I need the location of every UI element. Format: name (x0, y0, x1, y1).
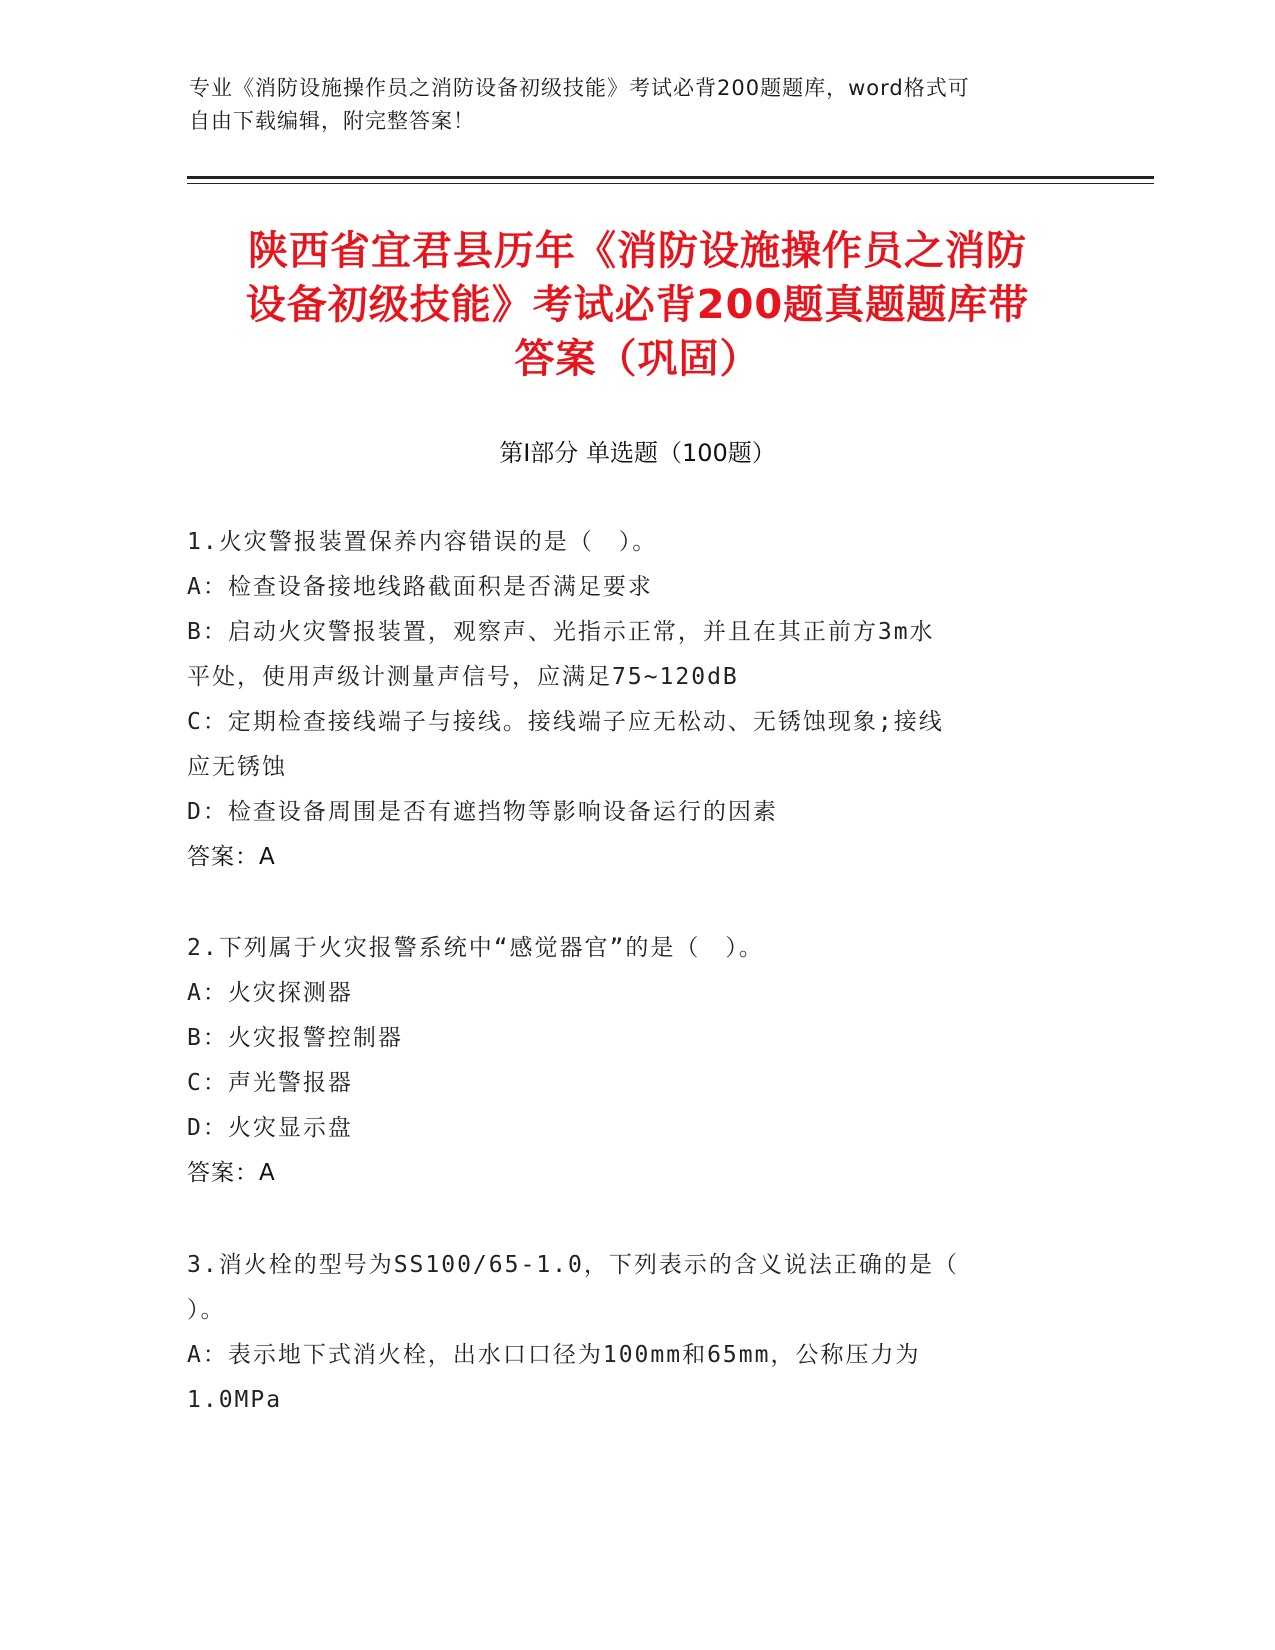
header-note-line-2: 自由下载编辑，附完整答案！ (189, 109, 475, 133)
title-line-3: 答案（巩固） (514, 336, 761, 382)
question-2-option-d: D：火灾显示盘 (187, 1115, 353, 1141)
header-rule-thick (187, 176, 1154, 179)
document-title (150, 224, 1125, 386)
question-block-3 (187, 1243, 1087, 1423)
question-block-1 (187, 520, 1087, 880)
question-2-stem: 2.下列属于火灾报警系统中“感觉器官”的是（ ）。 (187, 935, 764, 961)
question-3-option-a: A：表示地下式消火栓，出水口口径为100mm和65mm，公称压力为 (187, 1342, 921, 1368)
question-2-option-a: A：火灾探测器 (187, 980, 353, 1006)
question-2-option-c: C：声光警报器 (187, 1070, 353, 1096)
question-1-option-c: C：定期检查接线端子与接线。接线端子应无松动、无锈蚀现象;接线 (187, 709, 944, 735)
header-note-line-1: 专业《消防设施操作员之消防设备初级技能》考试必背200题题库，word格式可 (189, 76, 970, 100)
question-3-stem-cont: ）。 (187, 1297, 226, 1323)
question-3-option-a-cont: 1.0MPa (187, 1387, 283, 1413)
question-1-answer: 答案：A (187, 844, 276, 870)
title-line-1: 陕西省宜君县历年《消防设施操作员之消防 (248, 228, 1027, 274)
question-2-answer: 答案：A (187, 1160, 276, 1186)
question-2-option-b: B：火灾报警控制器 (187, 1025, 403, 1051)
title-line-2: 设备初级技能》考试必背200题真题题库带 (245, 282, 1030, 328)
header-rule-thin (187, 183, 1154, 184)
question-block-2 (187, 926, 1087, 1196)
section-heading: 第Ⅰ部分 单选题（100题） (499, 439, 776, 467)
question-1-option-d: D：检查设备周围是否有遮挡物等影响设备运行的因素 (187, 799, 778, 825)
question-1-option-c-cont: 应无锈蚀 (187, 754, 287, 780)
question-3-stem: 3.消火栓的型号为SS100/65-1.0，下列表示的含义说法正确的是（ (187, 1252, 959, 1278)
question-1-option-b: B：启动火灾警报装置，观察声、光指示正常，并且在其正前方3m水 (187, 619, 935, 645)
header-note (189, 72, 1089, 138)
question-1-stem: 1.火灾警报装置保养内容错误的是（ ）。 (187, 529, 658, 555)
question-1-option-b-cont: 平处，使用声级计测量声信号，应满足75~120dB (187, 664, 739, 690)
question-1-option-a: A：检查设备接地线路截面积是否满足要求 (187, 574, 653, 600)
